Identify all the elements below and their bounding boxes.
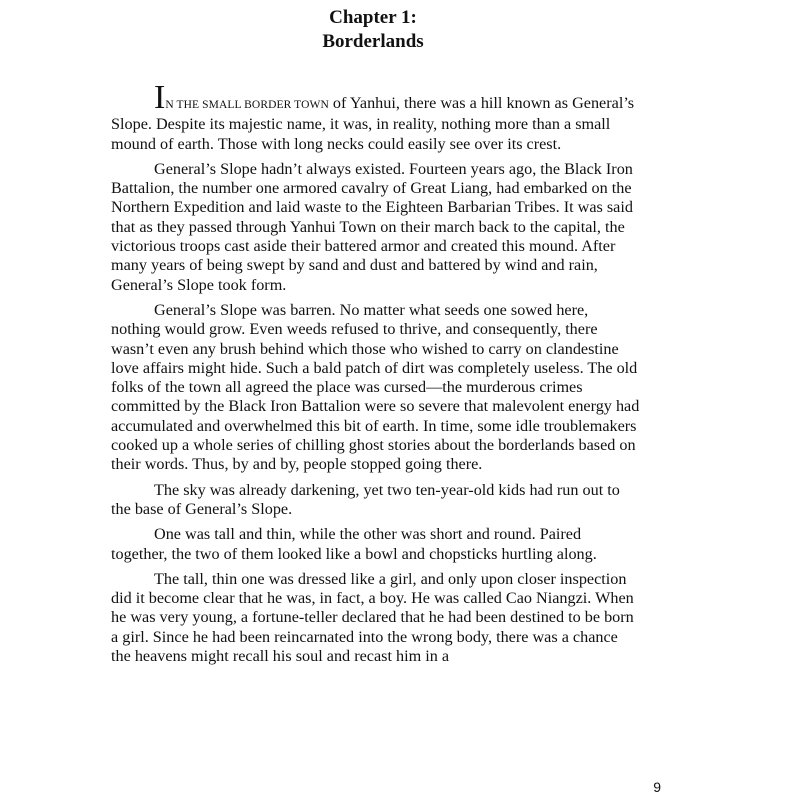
chapter-title: Borderlands	[322, 31, 424, 52]
paragraph-4: The sky was already darkening, yet two ten-year-old kids had run out to the base of General’s Slope.	[111, 480, 620, 518]
chapter-body	[111, 79, 641, 672]
paragraph-5: One was tall and thin, while the other was short and round. Paired together, the two of them looked like a bowl and chopsticks hurtling along.	[111, 525, 597, 563]
chapter-heading	[0, 6, 746, 54]
page-number: 9	[653, 779, 661, 795]
opening-text: of Yanhui, there was a hill known as General’s Slope. Despite its majestic name, it was, in reality, nothing more than a small mound of earth. Those with long necks could easily see over its crest.	[111, 94, 635, 153]
opening-paragraph	[111, 79, 641, 154]
paragraph-2: General’s Slope hadn’t always existed. Fourteen years ago, the Black Iron Battalion, the number one armored cavalry of Great Liang, had embarked on the Northern Expedition and laid waste to the Eighteen Barbarian Tribes. It was said that as they passed through Yanhui Town on their march back to the capital, the victorious troops cast aside their battered armor and created this mound. After many years of being swept by sand and dust and battered by wind and rain, General’s Slope took form.	[111, 159, 633, 294]
drop-cap: I	[154, 79, 166, 116]
opening-small-caps: N THE SMALL BORDER TOWN	[165, 99, 329, 111]
paragraph-3: General’s Slope was barren. No matter what seeds one sowed here, nothing would grow. Even weeds refused to thrive, and consequently, there wasn’t even any brush behind which those who wished to carry on clandestine love affairs might hide. Such a bald patch of dirt was completely useless. The old folks of the town all agreed the place was cursed—the murderous crimes committed by the Black Iron Battalion were so severe that malevolent energy had accumulated and overwhelmed this bit of earth. In time, some idle troublemakers cooked up a whole series of chilling ghost stories about the borderlands based on their words. Thus, by and by, people stopped going there.	[111, 300, 640, 474]
chapter-label: Chapter 1:	[329, 7, 417, 28]
paragraph-6: The tall, thin one was dressed like a girl, and only upon closer inspection did it become clear that he was, in fact, a boy. He was called Cao Niangzi. When he was very young, a fortune-teller declared that he had been destined to be born a girl. Since he had been reincarnated into the wrong body, there was a chance the heavens might recall his soul and recast him in a	[111, 569, 634, 666]
